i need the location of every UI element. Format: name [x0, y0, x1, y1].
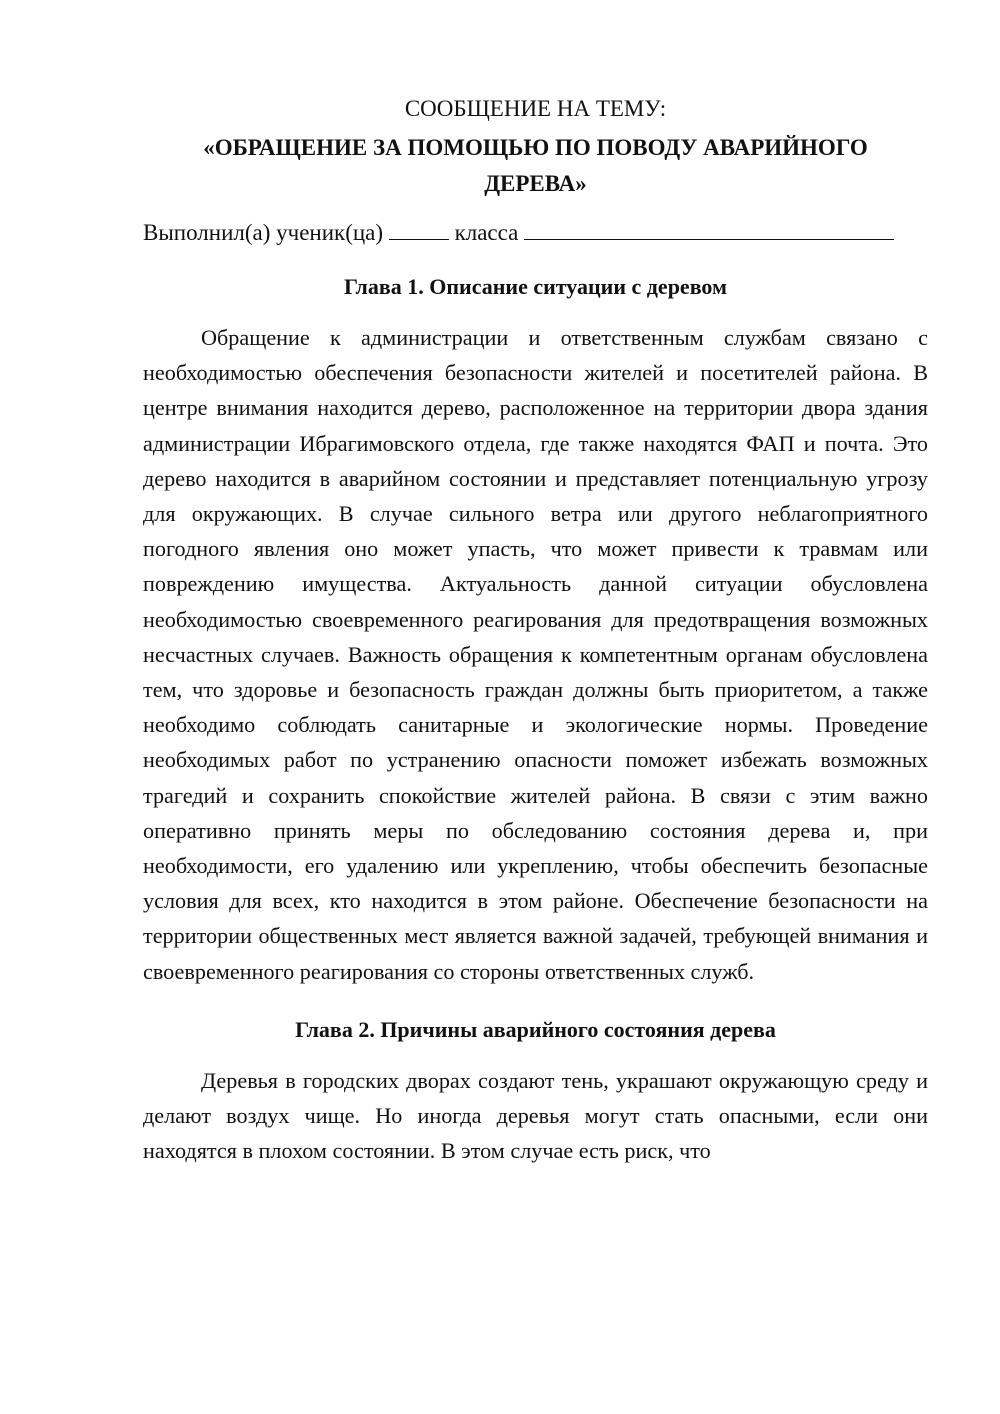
document-type-line: СООБЩЕНИЕ НА ТЕМУ: — [404, 96, 667, 121]
chapter-2 — [143, 1013, 928, 1169]
chapter-heading: Глава 2. Причины аварийного состояния дерева — [295, 1016, 776, 1042]
chapter-paragraph: Обращение к администрации и ответственным службам связано с необходимостью обеспечения безопасности жителей и посетителей района. В центре внимания находится дерево, расположенное на территории двора здания администрации Ибрагимовского отдела, где также находятся ФАП и почта. Это дерево находится в аварийном состоянии и представляет потенциальную угрозу для окружающих. В случае сильного ветра или другого неблагоприятного погодного явления оно может упасть, что может привести к травмам или повреждению имущества. Актуальность данной ситуации обусловлена необходимостью своевременного реагирования для предотвращения возможных несчастных случаев. Важность обращения к компетентным органам обусловлена тем, что здоровье и безопасность граждан должны быть приоритетом, а также необходимо соблюдать санитарные и экологические нормы. Проведение необходимых работ по устранению опасности поможет избежать возможных трагедий и сохранить спокойствие жителей района. В связи с этим важно оперативно принять меры по обследованию состояния дерева и, при необходимости, его удалению или укреплению, чтобы обеспечить безопасные условия для всех, кто находится в этом районе. Обеспечение безопасности на территории общественных мест является важной задачей, требующей внимания и своевременного реагирования со стороны ответственных служб. — [143, 325, 928, 984]
name-blank-field — [524, 217, 894, 240]
document-page — [143, 92, 928, 1192]
author-line — [143, 216, 928, 250]
author-class-label: класса — [454, 220, 519, 245]
author-prefix: Выполнил(а) ученик(ца) — [143, 220, 384, 245]
document-title: «ОБРАЩЕНИЕ ЗА ПОМОЩЬЮ ПО ПОВОДУ АВАРИЙНОГО ДЕРЕВА» — [203, 135, 868, 196]
chapter-heading: Глава 1. Описание ситуации с деревом — [343, 274, 727, 299]
chapter-paragraph: Деревья в городских дворах создают тень, украшают окружающую среду и делают воздух чище. Но иногда деревья могут стать опасными, если они находятся в плохом состоянии. В этом случае есть риск, что — [143, 1067, 928, 1164]
grade-blank-field — [389, 217, 449, 240]
chapter-1 — [143, 270, 928, 989]
